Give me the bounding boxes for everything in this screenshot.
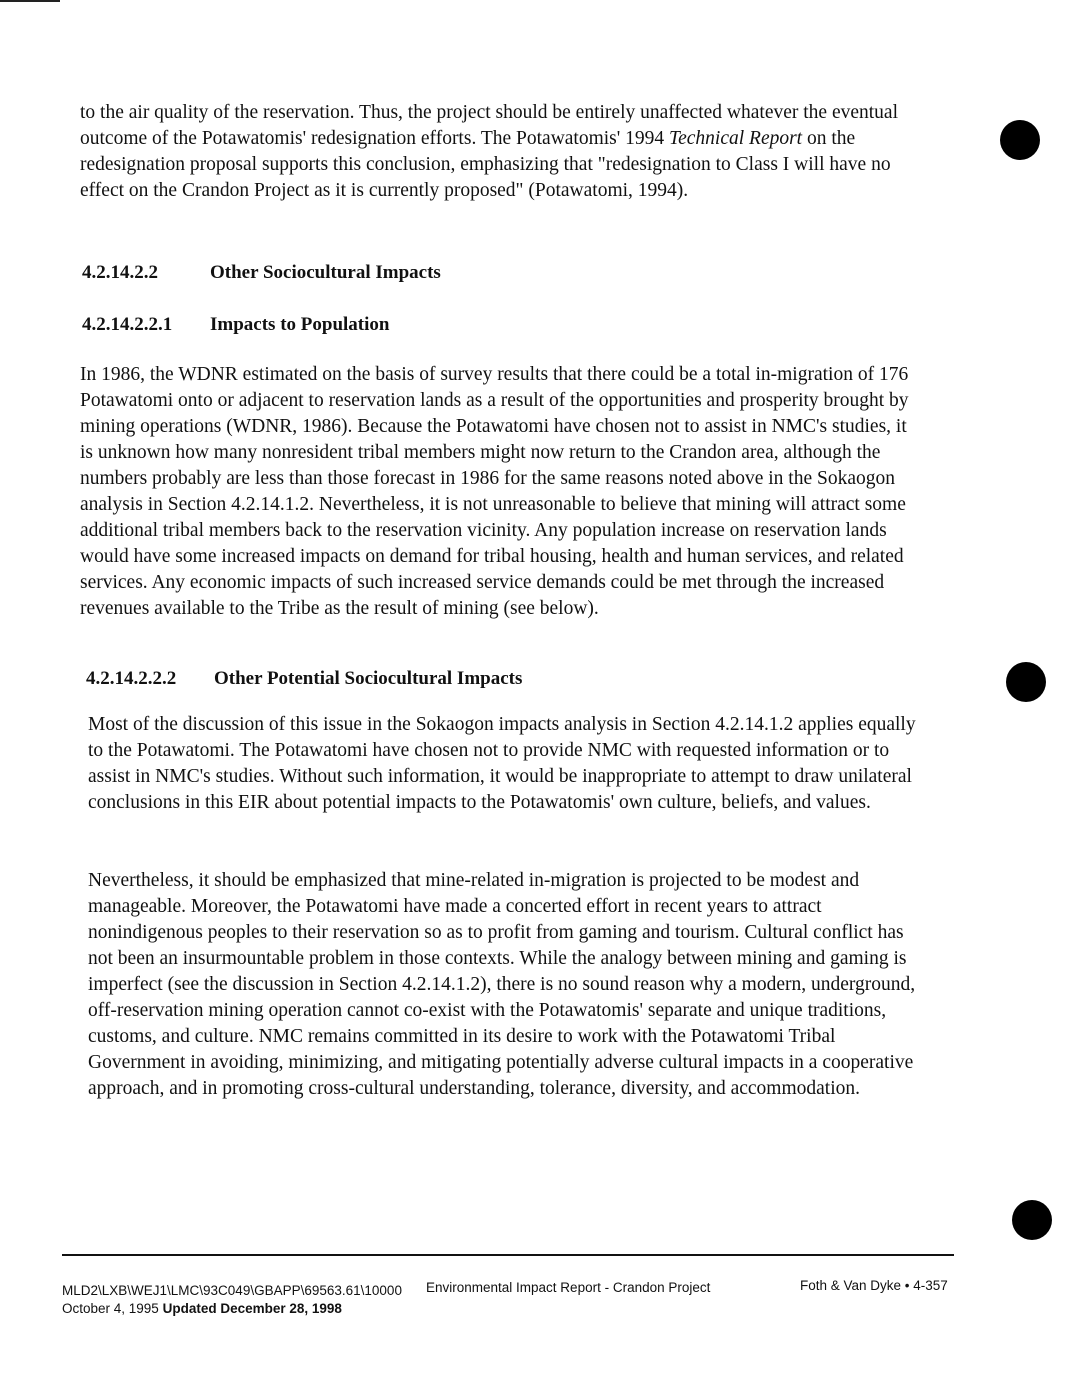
heading-impacts-to-population — [82, 314, 389, 336]
footer-report-title: Environmental Impact Report - Crandon Project — [426, 1280, 711, 1295]
revision-bullet-marker — [1012, 1200, 1052, 1240]
footer-page-number: Foth & Van Dyke • 4-357 — [800, 1278, 948, 1293]
paragraph-air-quality — [80, 100, 916, 204]
paragraph-text: to the air quality of the reservation. Thus, the project should be entirely unaffected whatever the eventual outcome of the Potawatomis' redesignation efforts. The Potawatomis' 1994 — [80, 102, 898, 149]
paragraph-text: on the redesignation proposal supports this conclusion, emphasizing that "redesignation to Class I will have no effect on the Crandon Project as it is currently proposed" (Potawatomi, 1994). — [80, 128, 891, 201]
section-title: Other Potential Sociocultural Impacts — [214, 668, 523, 689]
section-title: Impacts to Population — [210, 314, 390, 335]
section-number: 4.2.14.2.2.1 — [82, 314, 173, 335]
section-title: Other Sociocultural Impacts — [210, 262, 441, 283]
paragraph-population: In 1986, the WDNR estimated on the basis of survey results that there could be a total in-migration of 176 Potawatomi onto or adjacent to reservation lands as a result of the opportunities and prosperity brought by mining operations (WDNR, 1986). Because the Potawatomi have chosen not to assist in NMC's studies, it is unknown how many nonresident tribal members might now return to the Crandon area, although the numbers probably are less than those forecast in 1986 for the same reasons noted above in the Sokaogon analysis in Section 4.2.14.1.2. Nevertheless, it is not unreasonable to believe that mining will attract some additional tribal members back to the reservation vicinity. Any population increase on reservation lands would have some increased impacts on demand for tribal housing, health and human services, and related services. Any economic impacts of such increased service demands could be met through the increased revenues available to the Tribe as the result of mining (see below). — [80, 364, 909, 619]
paragraph-nevertheless: Nevertheless, it should be emphasized that mine-related in-migration is projected to be modest and manageable. Moreover, the Potawatomi have made a concerted effort in recent years to attract nonindigenous peoples to their reservation so as to profit from gaming and tourism. Cultural conflict has not been an insurmountable problem in those contexts. While the analogy between mining and gaming is imperfect (see the discussion in Section 4.2.14.1.2), there is no sound reason why a modern, underground, off-reservation mining operation cannot co-exist with the Potawatomis' separate and unique traditions, customs, and culture. NMC remains committed in its desire to work with the Potawatomi Tribal Government in avoiding, minimizing, and mitigating potentially adverse cultural impacts in a cooperative approach, and in promoting cross-cultural understanding, tolerance, diversity, and accommodation. — [88, 870, 916, 1099]
section-number: 4.2.14.2.2.2 — [86, 668, 177, 689]
italic-report-title: Technical Report — [669, 128, 803, 149]
footer-path: MLD2\LXB\WEJ1\LMC\93C049\GBAPP\69563.61\10000 — [62, 1283, 402, 1298]
revision-bullet-marker — [1006, 662, 1046, 702]
section-number: 4.2.14.2.2 — [82, 262, 158, 283]
footer-rule — [62, 1254, 954, 1256]
footer-dates — [62, 1300, 342, 1318]
heading-other-sociocultural-impacts — [82, 262, 441, 284]
scan-edge-mark — [0, 0, 60, 2]
footer-date: October 4, 1995 — [62, 1301, 159, 1316]
footer-updated: Updated December 28, 1998 — [162, 1301, 342, 1316]
paragraph-sokaogon-discussion: Most of the discussion of this issue in the Sokaogon impacts analysis in Section 4.2.14.1.2 applies equally to the Potawatomi. The Potawatomi have chosen not to provide NMC with requested information or to assist in NMC's studies. Without such information, it would be inappropriate to attempt to draw unilateral conclusions in this EIR about potential impacts to the Potawatomis' own culture, beliefs, and values. — [88, 714, 916, 813]
heading-other-potential-sociocultural-impacts — [86, 668, 522, 690]
revision-bullet-marker — [1000, 120, 1040, 160]
